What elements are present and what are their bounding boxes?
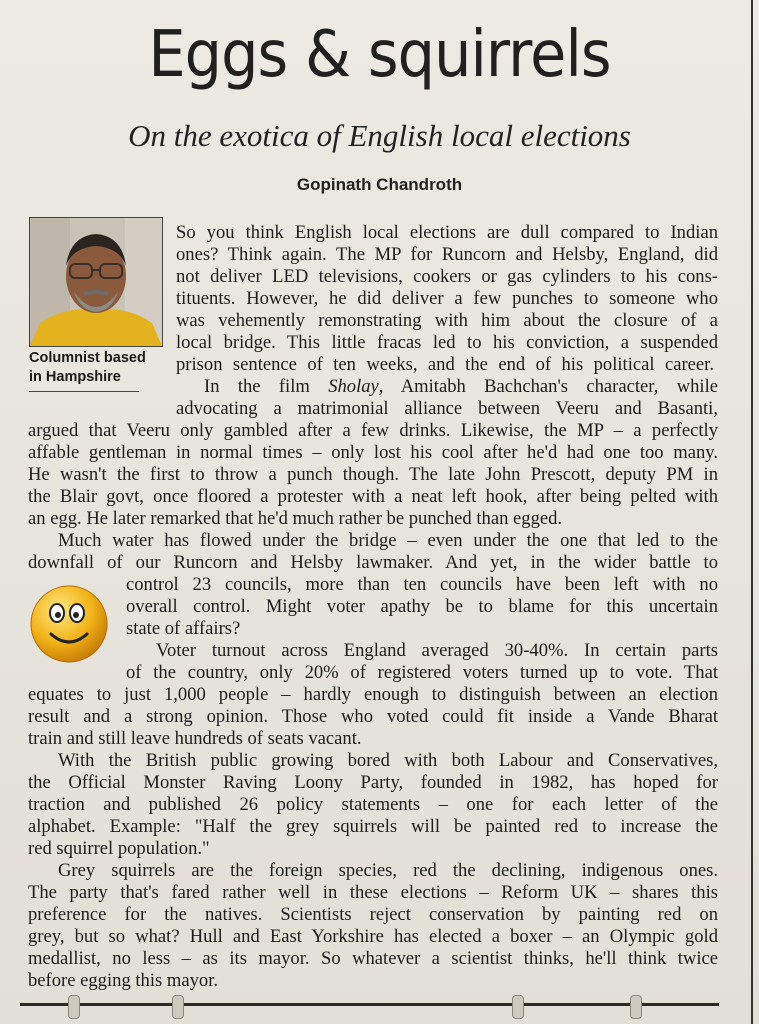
body-line: result and a strong opinion. Those who voted could fit inside a Vande Bharat [28, 706, 718, 727]
subheading: On the exotica of English local elections [128, 118, 631, 153]
film-title: Sholay [328, 376, 379, 397]
body-line: equates to just 1,000 people – hardly enough to distinguish between an election [28, 684, 718, 705]
body-line: downfall of our Runcorn and Helsby lawmaker. And yet, in the wider battle to [28, 552, 718, 573]
body-line: of the country, only 20% of registered voters turned up to vote. That [126, 662, 718, 683]
body-line: ones? Think again. The MP for Runcorn and Helsby, England, did [176, 244, 718, 265]
body-line: advocating a matrimonial alliance between Veeru and Basanti, [176, 398, 718, 419]
body-line: argued that Veeru only gambled after a few drinks. Likewise, the MP – a perfectly [28, 420, 718, 441]
body-line: affable gentleman in normal times – only lost his cool after he'd had one too many. [28, 442, 718, 463]
body-line: before egging this mayor. [28, 970, 219, 991]
bottom-rule [20, 1003, 719, 1006]
body-line: Voter turnout across England averaged 30-40%. In certain parts [156, 640, 718, 661]
body-line: red squirrel population." [28, 838, 210, 859]
body-line: the Official Monster Raving Loony Party, founded in 1982, has hoped for [28, 772, 718, 793]
body-line: state of affairs? [126, 618, 241, 639]
body-line: preference for the natives. Scientists reject conservation by painting red on [28, 904, 718, 925]
body-line: In the film Sholay, Amitabh Bachchan's character, while [204, 376, 719, 397]
binder-hole [172, 995, 184, 1019]
body-line: the Blair govt, once floored a protester with a neat left hook, after being pelted with [28, 486, 718, 507]
body-line: medallist, no less – as its mayor. So whatever a scientist thinks, he'll think twice [28, 948, 718, 969]
body-line: He wasn't the first to throw a punch though. The late John Prescott, deputy PM in [28, 464, 718, 485]
binder-hole [630, 995, 642, 1019]
caption-line-2: in Hampshire [29, 369, 121, 385]
byline: Gopinath Chandroth [296, 175, 463, 194]
body-line: alphabet. Example: "Half the grey squirrels will be painted red to increase the [28, 816, 718, 837]
body-line: traction and published 26 policy statements – one for each letter of the [28, 794, 718, 815]
photo-caption [29, 349, 174, 387]
body-line: tituents. However, he did deliver a few punches to someone who [176, 288, 718, 309]
smiley-icon [27, 582, 111, 666]
caption-line-1: Columnist based [29, 350, 146, 366]
body-line: overall control. Might voter apathy be to blame for this uncertain [126, 596, 718, 617]
headline: Eggs & squirrels [148, 18, 611, 92]
body-line: grey, but so what? Hull and East Yorkshire has elected a boxer – an Olympic gold [28, 926, 718, 947]
caption-underline [29, 391, 139, 392]
body-line: local bridge. This little fracas led to his conviction, a suspended [176, 332, 718, 353]
body-line: The party that's fared rather well in these elections – Reform UK – shares this [28, 882, 718, 903]
body-line: So you think English local elections are dull compared to Indian [176, 222, 718, 243]
binder-hole [68, 995, 80, 1019]
body-line: Grey squirrels are the foreign species, red the declining, indigenous ones. [58, 860, 718, 881]
body-line: train and still leave hundreds of seats vacant. [28, 728, 362, 749]
body-line: Much water has flowed under the bridge – even under the one that led to the [58, 530, 718, 551]
body-line: not deliver LED televisions, cookers or gas cylinders to his cons- [176, 266, 718, 287]
body-line: an egg. He later remarked that he'd much rather be punched than egged. [28, 508, 563, 529]
columnist-photo [29, 217, 163, 347]
body-line: control 23 councils, more than ten councils have been left with no [126, 574, 718, 595]
portrait-image [30, 218, 162, 346]
body-line: prison sentence of ten weeks, and the end of his political career. [176, 354, 714, 375]
body-line: was vehemently remonstrating with him about the closure of a [176, 310, 718, 331]
binder-hole [512, 995, 524, 1019]
body-line: With the British public growing bored with both Labour and Conservatives, [58, 750, 718, 771]
